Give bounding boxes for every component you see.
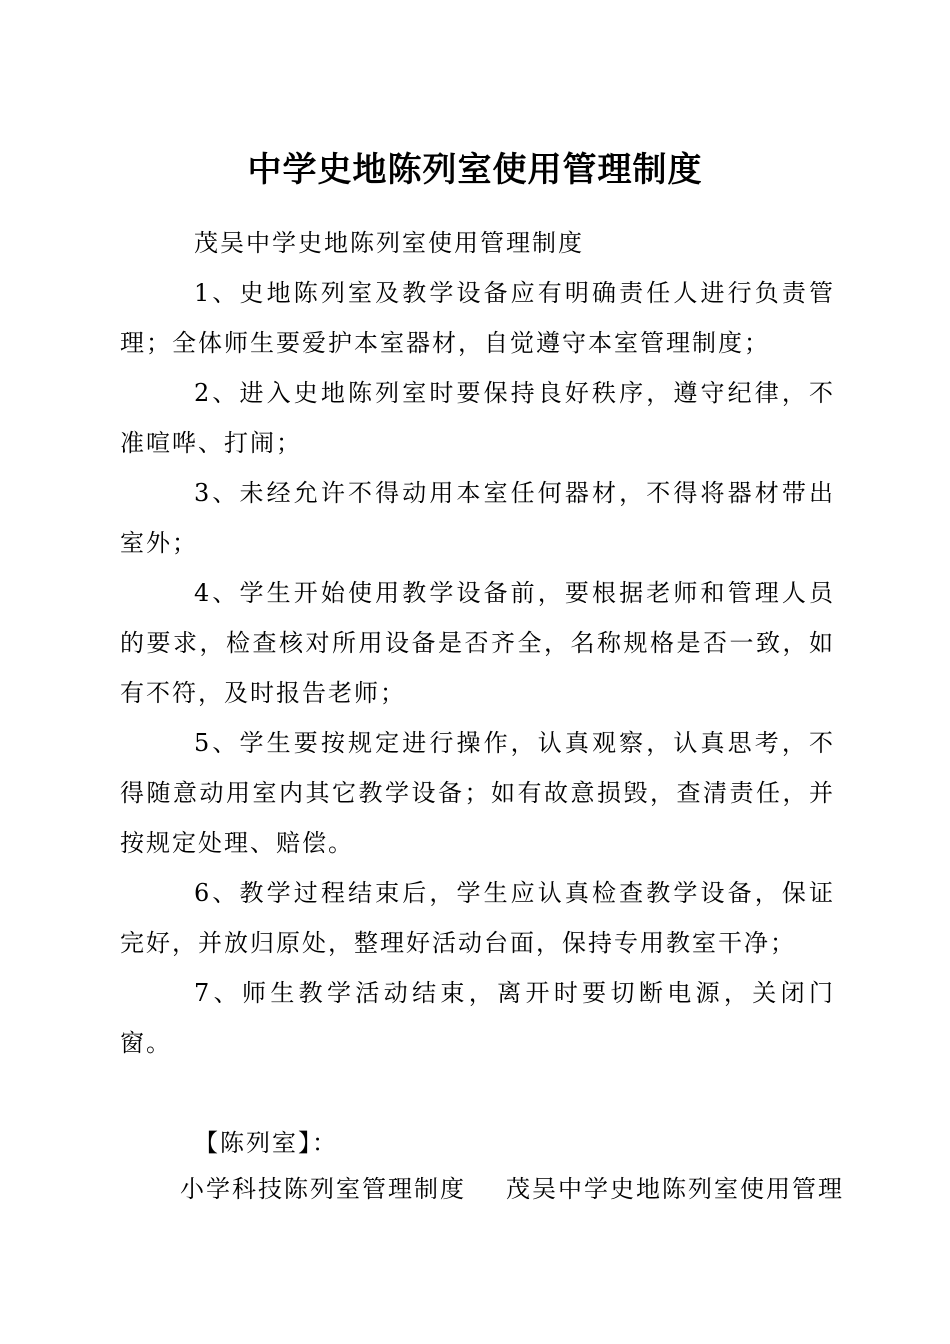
rule-5: 5、学生要按规定进行操作，认真观察，认真思考，不得随意动用室内其它教学设备；如有故意损毁，查清责任，并按规定处理、赔偿。	[120, 729, 835, 857]
related-article-2[interactable]: 茂吴中学史地陈列室使用管理	[506, 1175, 844, 1203]
rule-4: 4、学生开始使用教学设备前，要根据老师和管理人员的要求，检查核对所用设备是否齐全，名称规格是否一致，如有不符，及时报告老师；	[120, 579, 835, 707]
blank-line	[120, 1068, 835, 1118]
document-body	[120, 218, 835, 1168]
related-articles	[180, 1164, 844, 1214]
related-article-1[interactable]: 小学科技陈列室管理制度	[180, 1175, 466, 1203]
document-title: 中学史地陈列室使用管理制度	[247, 150, 703, 190]
rule-1: 1、史地陈列室及教学设备应有明确责任人进行负责管理；全体师生要爱护本室器材，自觉遵守本室管理制度；	[120, 279, 835, 357]
tag-label: 【陈列室】：	[194, 1129, 338, 1157]
rule-7: 7、师生教学活动结束，离开时要切断电源，关闭门窗。	[120, 979, 835, 1057]
rule-3: 3、未经允许不得动用本室任何器材，不得将器材带出室外；	[120, 479, 835, 557]
rule-2: 2、进入史地陈列室时要保持良好秩序，遵守纪律，不准喧哗、打闹；	[120, 379, 835, 457]
rule-6: 6、教学过程结束后，学生应认真检查教学设备，保证完好，并放归原处，整理好活动台面，保持专用教室干净；	[120, 879, 835, 957]
document-subtitle: 茂吴中学史地陈列室使用管理制度	[194, 229, 584, 257]
